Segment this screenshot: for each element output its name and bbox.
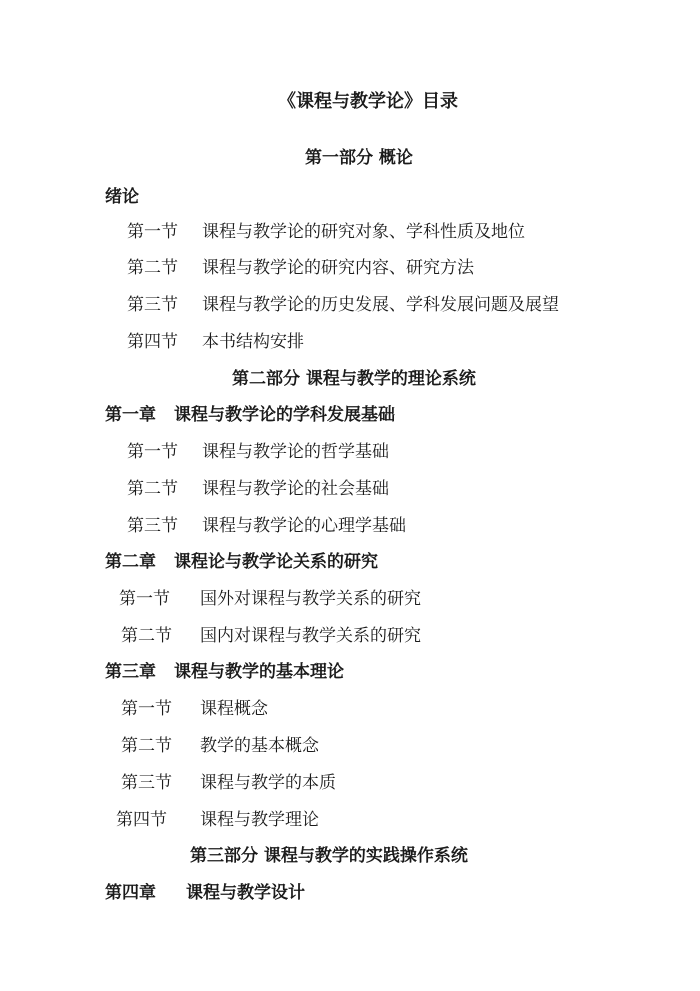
section-title: 课程概念 [200, 699, 268, 719]
section-title: 课程与教学论的社会基础 [202, 479, 389, 499]
toc-entry[interactable] [127, 516, 406, 536]
toc-entry[interactable] [127, 295, 559, 315]
section-number: 第二节 [127, 479, 178, 499]
chapter-heading[interactable] [105, 552, 378, 572]
section-number: 第三节 [127, 295, 178, 315]
section-number: 第三节 [127, 516, 178, 536]
section-number: 第二节 [121, 626, 172, 646]
chapter-heading[interactable] [105, 405, 395, 425]
section-title: 课程与教学论的哲学基础 [202, 442, 389, 462]
section-number: 第二节 [127, 258, 178, 278]
section-number: 第一节 [127, 222, 178, 242]
chapter-title: 课程与教学设计 [186, 883, 305, 903]
section-number: 第四节 [116, 810, 167, 830]
chapter-title: 课程论与教学论关系的研究 [174, 552, 378, 572]
toc-entry[interactable] [127, 222, 525, 242]
section-number: 第一节 [119, 589, 170, 609]
part1-heading: 第一部分 概论 [305, 148, 413, 168]
part2-heading: 第二部分 课程与教学的理论系统 [232, 369, 476, 389]
toc-entry[interactable] [121, 773, 336, 793]
toc-entry[interactable] [116, 810, 319, 830]
chapter-number: 第二章 [105, 552, 156, 572]
section-title: 教学的基本概念 [200, 736, 319, 756]
section-title: 课程与教学论的心理学基础 [202, 516, 406, 536]
chapter-number: 第四章 [105, 883, 156, 903]
toc-entry[interactable] [121, 736, 319, 756]
chapter-number: 第一章 [105, 405, 156, 425]
toc-entry[interactable] [121, 626, 421, 646]
document-title: 《课程与教学论》目录 [278, 91, 458, 112]
section-title: 国内对课程与教学关系的研究 [200, 626, 421, 646]
toc-entry[interactable] [127, 258, 474, 278]
intro-heading: 绪论 [105, 187, 139, 207]
section-title: 国外对课程与教学关系的研究 [200, 589, 421, 609]
section-title: 本书结构安排 [202, 332, 304, 352]
section-title: 课程与教学的本质 [200, 773, 336, 793]
part3-heading: 第三部分 课程与教学的实践操作系统 [190, 846, 468, 866]
chapter-title: 课程与教学的基本理论 [174, 662, 344, 682]
section-number: 第一节 [127, 442, 178, 462]
section-number: 第三节 [121, 773, 172, 793]
chapter-heading[interactable] [105, 883, 305, 903]
chapter-number: 第三章 [105, 662, 156, 682]
section-title: 课程与教学论的历史发展、学科发展问题及展望 [202, 295, 559, 315]
section-number: 第二节 [121, 736, 172, 756]
chapter-heading[interactable] [105, 662, 344, 682]
section-title: 课程与教学理论 [200, 810, 319, 830]
toc-entry[interactable] [127, 332, 304, 352]
section-number: 第四节 [127, 332, 178, 352]
toc-entry[interactable] [127, 479, 389, 499]
toc-entry[interactable] [127, 442, 389, 462]
section-number: 第一节 [121, 699, 172, 719]
chapter-title: 课程与教学论的学科发展基础 [174, 405, 395, 425]
section-title: 课程与教学论的研究内容、研究方法 [202, 258, 474, 278]
toc-entry[interactable] [121, 699, 268, 719]
toc-entry[interactable] [119, 589, 421, 609]
section-title: 课程与教学论的研究对象、学科性质及地位 [202, 222, 525, 242]
